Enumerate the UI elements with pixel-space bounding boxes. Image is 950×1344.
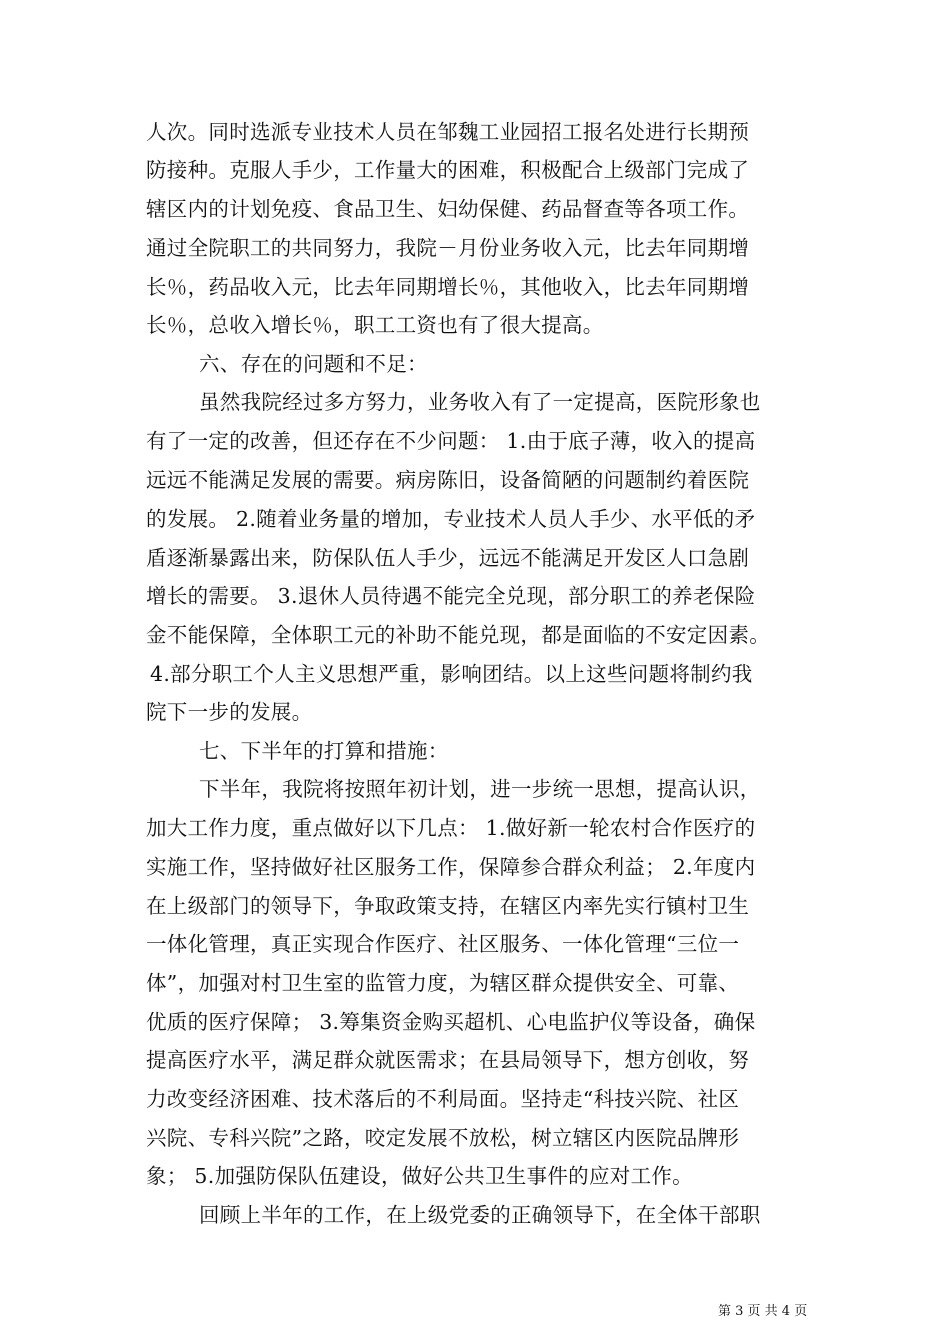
text-line-3: 辖区内的计划免疫、食品卫生、妇幼保健、药品督查等各项工作。	[146, 197, 750, 221]
text-line-18: 下半年，我院将按照年初计划，进一步统一思想，提高认识，	[199, 777, 761, 801]
text-line-10: 远远不能满足发展的需要。病房陈旧，设备简陋的问题制约着医院	[146, 468, 750, 492]
text-line-9: 有了一定的改善，但还存在不少问题： 1.由于底子薄，收入的提高	[146, 429, 756, 453]
text-line-14: 金不能保障，全体职工元的补助不能兑现，都是面临的不安定因素。	[146, 623, 770, 647]
text-line-12: 盾逐渐暴露出来，防保队伍人手少，远远不能满足开发区人口急剧	[146, 546, 750, 570]
text-line-6: 长％，总收入增长％，职工工资也有了很大提高。	[146, 313, 604, 337]
text-line-23: 体”，加强对村卫生室的监管力度，为辖区群众提供安全、可靠、	[146, 971, 740, 995]
text-line-2: 防接种。克服人手少，工作量大的困难，积极配合上级部门完成了	[146, 158, 750, 182]
text-line-8: 虽然我院经过多方努力，业务收入有了一定提高，医院形象也	[199, 390, 761, 414]
text-line-24: 优质的医疗保障； 3.筹集资金购买超机、心电监护仪等设备，确保	[146, 1010, 756, 1034]
text-line-21: 在上级部门的领导下，争取政策支持，在辖区内率先实行镇村卫生	[146, 894, 750, 918]
text-line-11: 的发展。 2.随着业务量的增加，专业技术人员人手少、水平低的矛	[146, 507, 756, 531]
text-line-4: 通过全院职工的共同努力，我院－月份业务收入元，比去年同期增	[146, 236, 750, 260]
page-footer: 第 3 页 共 4 页	[718, 1304, 808, 1319]
text-line-16: 院下一步的发展。	[146, 700, 313, 724]
text-line-29: 回顾上半年的工作，在上级党委的正确领导下，在全体干部职	[199, 1203, 761, 1227]
text-line-27: 兴院、专科兴院”之路，咬定发展不放松，树立辖区内医院品牌形	[146, 1126, 740, 1150]
text-line-26: 力改变经济困难、技术落后的不利局面。坚持走“科技兴院、社区	[146, 1087, 740, 1111]
text-line-1: 人次。同时选派专业技术人员在邹魏工业园招工报名处进行长期预	[146, 120, 750, 144]
text-line-19: 加大工作力度，重点做好以下几点： 1.做好新一轮农村合作医疗的	[146, 816, 756, 840]
section-heading-7: 七、下半年的打算和措施：	[199, 739, 449, 763]
text-line-20: 实施工作，坚持做好社区服务工作，保障参合群众利益； 2.年度内	[146, 855, 756, 879]
text-line-15: 4.部分职工个人主义思想严重，影响团结。以上这些问题将制约我	[150, 662, 753, 686]
text-line-13: 增长的需要。 3.退休人员待遇不能完全兑现，部分职工的养老保险	[146, 584, 756, 608]
section-heading-6: 六、存在的问题和不足：	[199, 352, 428, 376]
text-line-28: 象； 5.加强防保队伍建设，做好公共卫生事件的应对工作。	[146, 1164, 693, 1188]
text-line-22: 一体化管理，真正实现合作医疗、社区服务、一体化管理“三位一	[146, 932, 740, 956]
text-line-25: 提高医疗水平，满足群众就医需求；在县局领导下，想方创收，努	[146, 1048, 750, 1072]
text-line-5: 长％，药品收入元，比去年同期增长％，其他收入，比去年同期增	[146, 275, 750, 299]
